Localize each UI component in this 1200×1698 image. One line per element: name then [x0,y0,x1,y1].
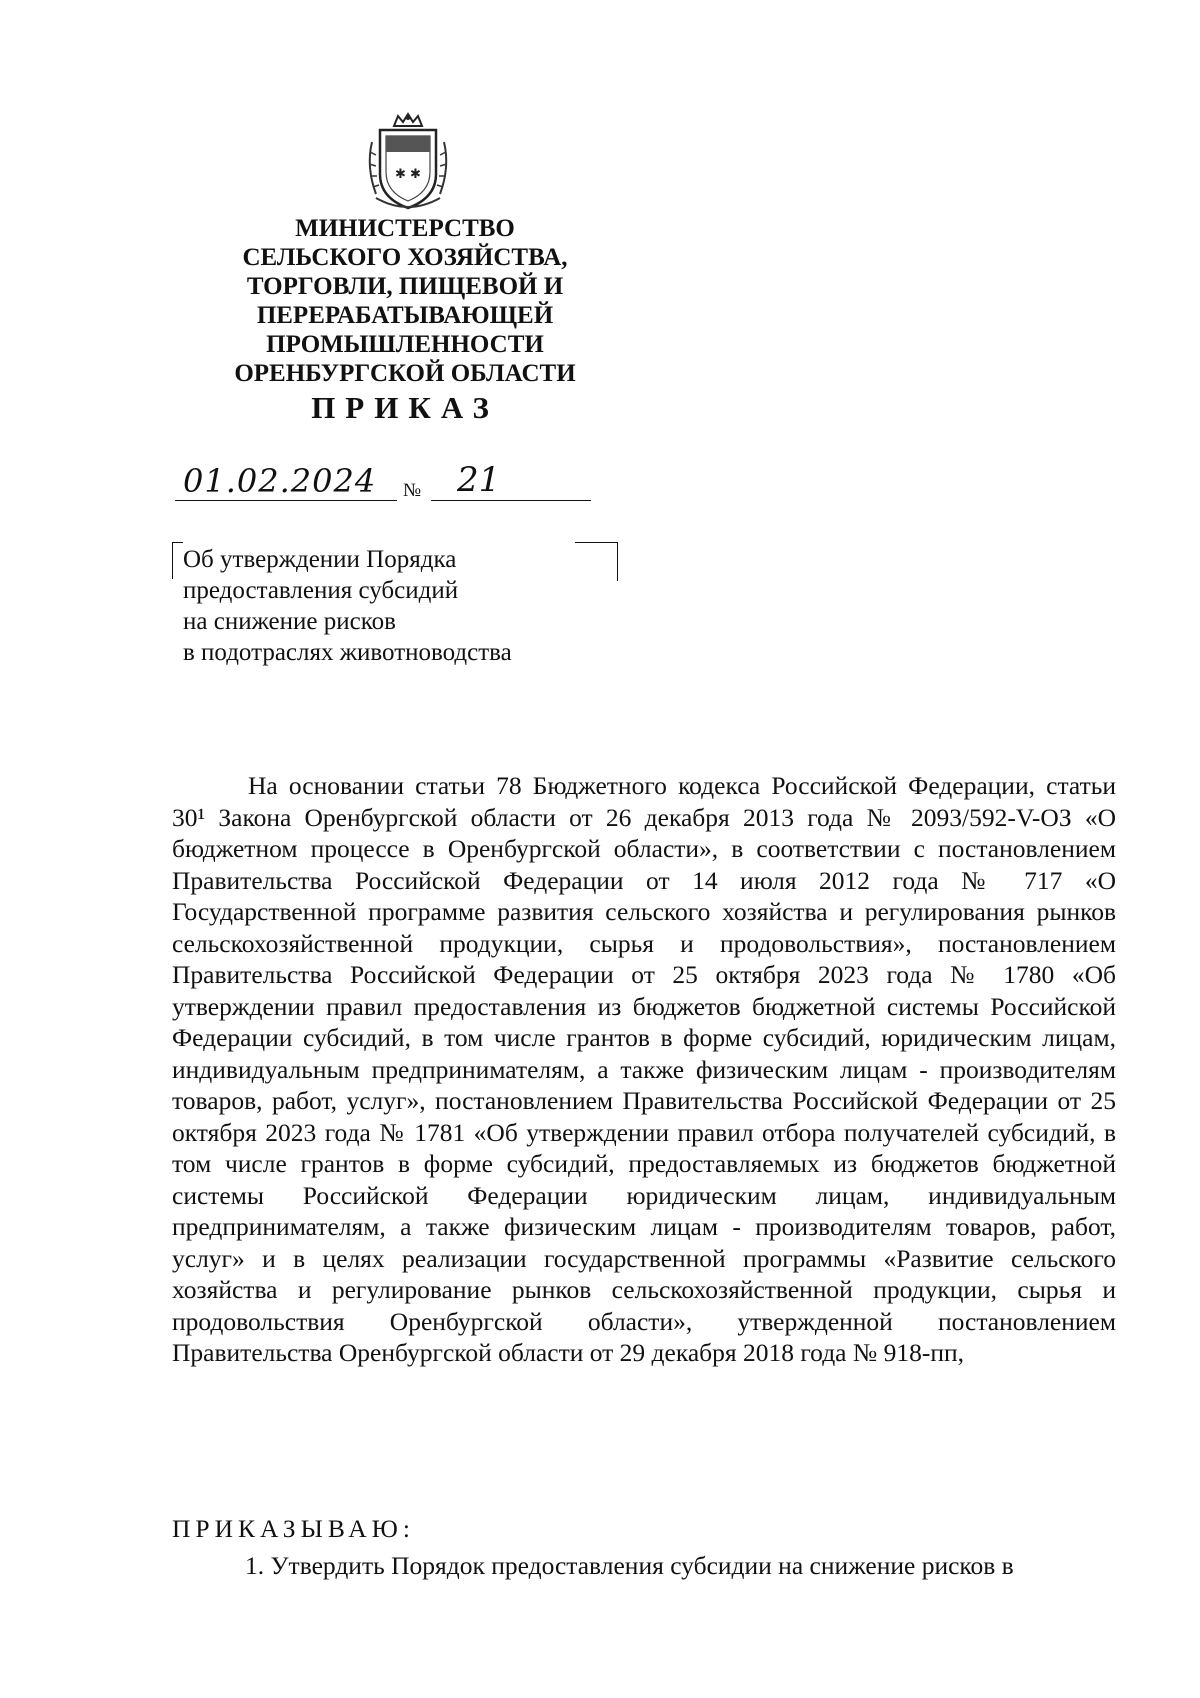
subject-line: в подотраслях животноводства [183,639,512,666]
ministry-line: МИНИСТЕРСТВО [295,215,515,242]
order-date-number-line [175,460,595,506]
preamble-paragraph [172,770,1116,1369]
number-underline [431,500,591,501]
order-subject [183,544,603,668]
ministry-line: ПРОМЫШЛЕННОСТИ [266,331,544,358]
handwritten-date: 01.02.2024 [183,462,377,500]
document-type-title: ПРИКАЗ [311,390,499,425]
subject-line: Об утверждении Порядка [183,546,457,573]
ministry-line: СЕЛЬСКОГО ХОЗЯЙСТВА, [242,244,568,271]
preamble-text: На основании статьи 78 Бюджетного кодекса Российской Федерации, статьи 30¹ Закона Оренбургской области от 26 декабря 2013 года № 2093/592-V-ОЗ «О бюджетном процессе в Оренбургской области», в соответствии с постановлением Правительства Российской Федерации от 14 июля 2012 года № 717 «О Государственной программе развития сельского хозяйства и регулирования рынков сельскохозяйственной продукции, сырья и продовольствия», постановлением Правительства Российской Федерации от 25 октября 2023 года № 1780 «Об утверждении правил предоставления из бюджетов бюджетной системы Российской Федерации субсидий, в том числе грантов в форме субсидий, юридическим лицам, индивидуальным предпринимателям, а также физическим лицам - производителям товаров, работ, услуг», постановлением Правительства Российской Федерации от 25 октября 2023 года № 1781 «Об утверждении правил отбора получателей субсидий, в том числе грантов в форме субсидий, предоставляемых из бюджетов бюджетной системы Российской Федерации юридическим лицам, индивидуальным предпринимателям, а также физическим лицам - производителям товаров, работ, услуг» и в целях реализации государственной программы «Развитие сельского хозяйства и регулирование рынков сельскохозяйственной продукции, сырья и продовольствия Оренбургской области», утвержденной постановлением Правительства Оренбургской области от 29 декабря 2018 года № 918-пп, [172,771,1116,1367]
number-sign: № [403,480,422,501]
order-item-1: 1. Утвердить Порядок предоставления субсидии на снижение рисков в [245,1551,1014,1580]
ministry-name [200,214,610,388]
date-underline [175,500,397,501]
handwritten-order-number: 21 [457,460,501,500]
coat-of-arms-emblem [362,112,454,214]
ministry-line: ОРЕНБУРГСКОЙ ОБЛАСТИ [234,360,576,387]
svg-text:✱: ✱ [410,167,421,182]
subject-bracket-left [172,542,183,579]
ministry-line: ПЕРЕРАБАТЫВАЮЩЕЙ [256,302,554,329]
svg-text:✱: ✱ [395,167,406,182]
subject-line: на снижение рисков [183,608,396,635]
orders-heading: ПРИКАЗЫВАЮ: [172,1514,415,1543]
ministry-line: ТОРГОВЛИ, ПИЩЕВОЙ И [246,273,564,300]
subject-line: предоставления субсидий [183,577,459,604]
